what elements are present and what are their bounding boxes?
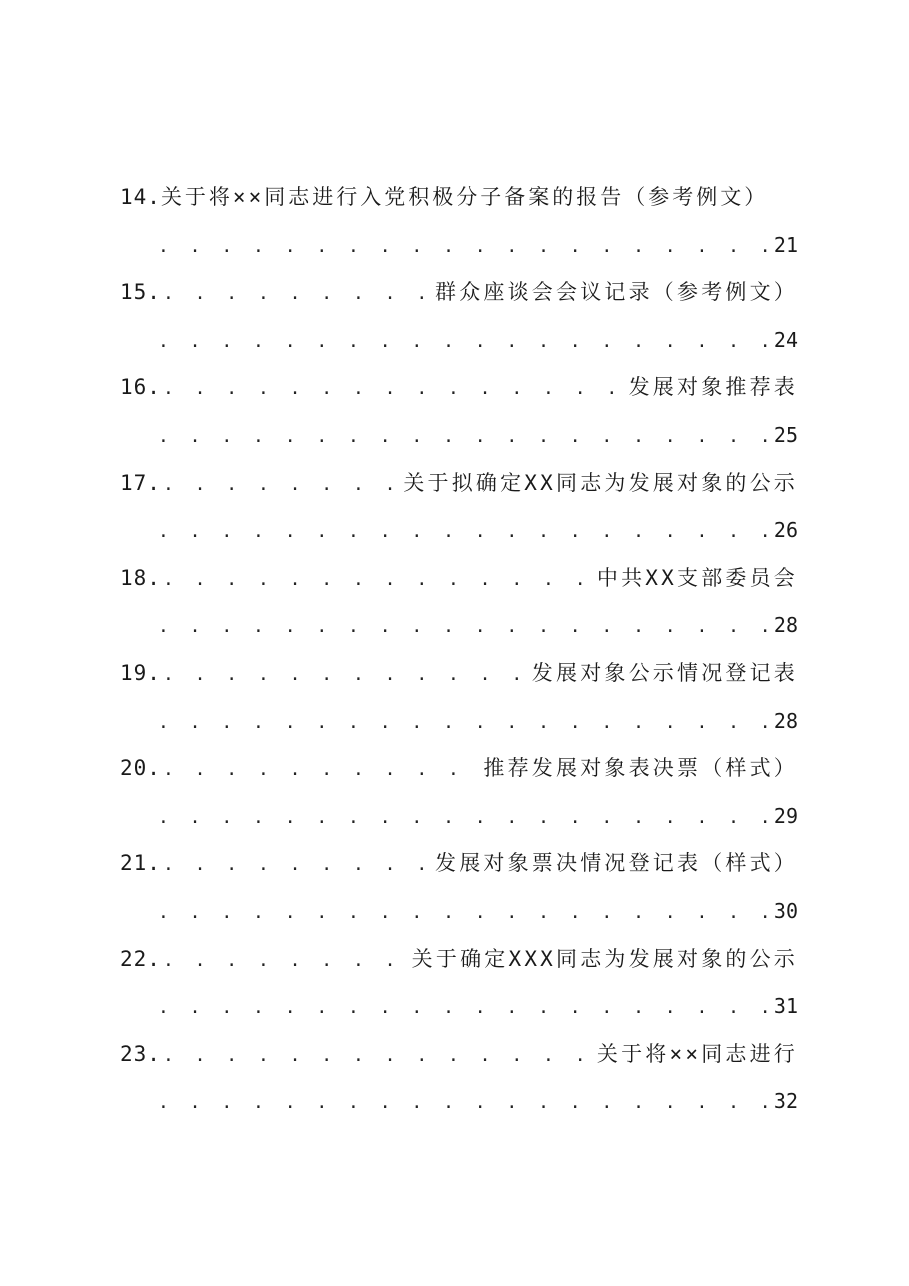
toc-entry-page-line	[120, 983, 798, 1031]
toc-entry-heading	[120, 1031, 798, 1079]
toc-entry-page-line	[120, 317, 798, 365]
dot-leader	[158, 223, 770, 271]
toc-entry-page-line	[120, 698, 798, 746]
toc-entry-title: 中共XX支部委员会	[596, 565, 798, 590]
dot-leader	[158, 794, 770, 842]
toc-entry-title: 关于将××同志进行入党积极分子备案的报告（参考例文）	[160, 185, 769, 209]
toc-entry-title: 群众座谈会会议记录（参考例文）	[435, 280, 798, 305]
toc-entry-heading	[120, 174, 798, 222]
toc-entry-title: 关于将××同志进行	[596, 1041, 798, 1066]
toc-entry-page-line	[120, 888, 798, 936]
dot-leader	[158, 699, 770, 747]
toc-entry[interactable]	[120, 460, 798, 555]
toc-entry-number: 23.	[120, 1041, 161, 1066]
toc-entry-number: 15.	[120, 280, 161, 305]
toc-entry-heading	[120, 650, 798, 698]
toc-entry-title: 关于确定XXX同志为发展对象的公示	[411, 946, 798, 971]
toc-entry-page: 25	[773, 422, 798, 447]
toc-entry-page: 29	[773, 803, 798, 828]
toc-entry-heading	[120, 936, 798, 984]
toc-entry[interactable]	[120, 650, 798, 745]
dot-leader	[158, 603, 770, 651]
toc-entry-page: 21	[773, 232, 798, 257]
toc-entry[interactable]	[120, 1031, 798, 1126]
toc-entry-number: 17.	[120, 470, 161, 495]
toc-entry-page: 30	[773, 898, 798, 923]
toc-entry-title: 发展对象公示情况登记表	[531, 660, 798, 685]
toc-entry[interactable]	[120, 174, 798, 269]
toc-entry-page: 31	[773, 994, 798, 1019]
dot-leader	[163, 651, 528, 699]
toc-entry-page-line	[120, 602, 798, 650]
dot-leader	[163, 841, 431, 889]
toc-entry-heading	[120, 269, 798, 317]
toc-entry-number: 21.	[120, 851, 161, 876]
toc-entry-page: 26	[773, 518, 798, 543]
dot-leader	[158, 413, 770, 461]
toc-entry-number: 14.	[120, 185, 161, 209]
dot-leader	[163, 746, 479, 794]
toc-entry[interactable]	[120, 840, 798, 935]
dot-leader	[158, 889, 770, 937]
toc-entry-heading	[120, 840, 798, 888]
toc-entry-page-line	[120, 793, 798, 841]
toc-entry-page-line	[120, 1078, 798, 1126]
toc-entry[interactable]	[120, 936, 798, 1031]
toc-entry-page-line	[120, 507, 798, 555]
toc-entry-page-line	[120, 412, 798, 460]
toc-entry-title: 发展对象票决情况登记表（样式）	[435, 851, 798, 876]
toc-entry-page: 32	[773, 1089, 798, 1114]
dot-leader	[163, 1032, 593, 1080]
toc-entry-title: 发展对象推荐表	[628, 375, 798, 400]
toc-entry-page-line	[120, 222, 798, 270]
toc-entry-page: 28	[773, 613, 798, 638]
toc-entry-number: 18.	[120, 565, 161, 590]
dot-leader	[163, 461, 399, 509]
toc-entry-number: 19.	[120, 660, 161, 685]
toc-entry-number: 20.	[120, 756, 161, 781]
toc-entry-heading	[120, 555, 798, 603]
table-of-contents	[120, 174, 798, 1126]
dot-leader	[163, 937, 408, 985]
dot-leader	[163, 365, 625, 413]
toc-entry[interactable]	[120, 745, 798, 840]
toc-entry-heading	[120, 460, 798, 508]
toc-entry-number: 22.	[120, 946, 161, 971]
toc-entry-page: 24	[773, 327, 798, 352]
toc-entry-heading	[120, 364, 798, 412]
dot-leader	[158, 1079, 770, 1127]
dot-leader	[158, 984, 770, 1032]
dot-leader	[163, 556, 593, 604]
toc-entry[interactable]	[120, 555, 798, 650]
toc-entry-page: 28	[773, 708, 798, 733]
dot-leader	[158, 318, 770, 366]
dot-leader	[158, 508, 770, 556]
toc-entry-number: 16.	[120, 375, 161, 400]
toc-entry-heading	[120, 745, 798, 793]
toc-entry-title: 关于拟确定XX同志为发展对象的公示	[403, 470, 798, 495]
dot-leader	[163, 270, 431, 318]
toc-entry[interactable]	[120, 364, 798, 459]
toc-entry[interactable]	[120, 269, 798, 364]
toc-entry-title: 推荐发展对象表决票（样式）	[483, 756, 798, 781]
